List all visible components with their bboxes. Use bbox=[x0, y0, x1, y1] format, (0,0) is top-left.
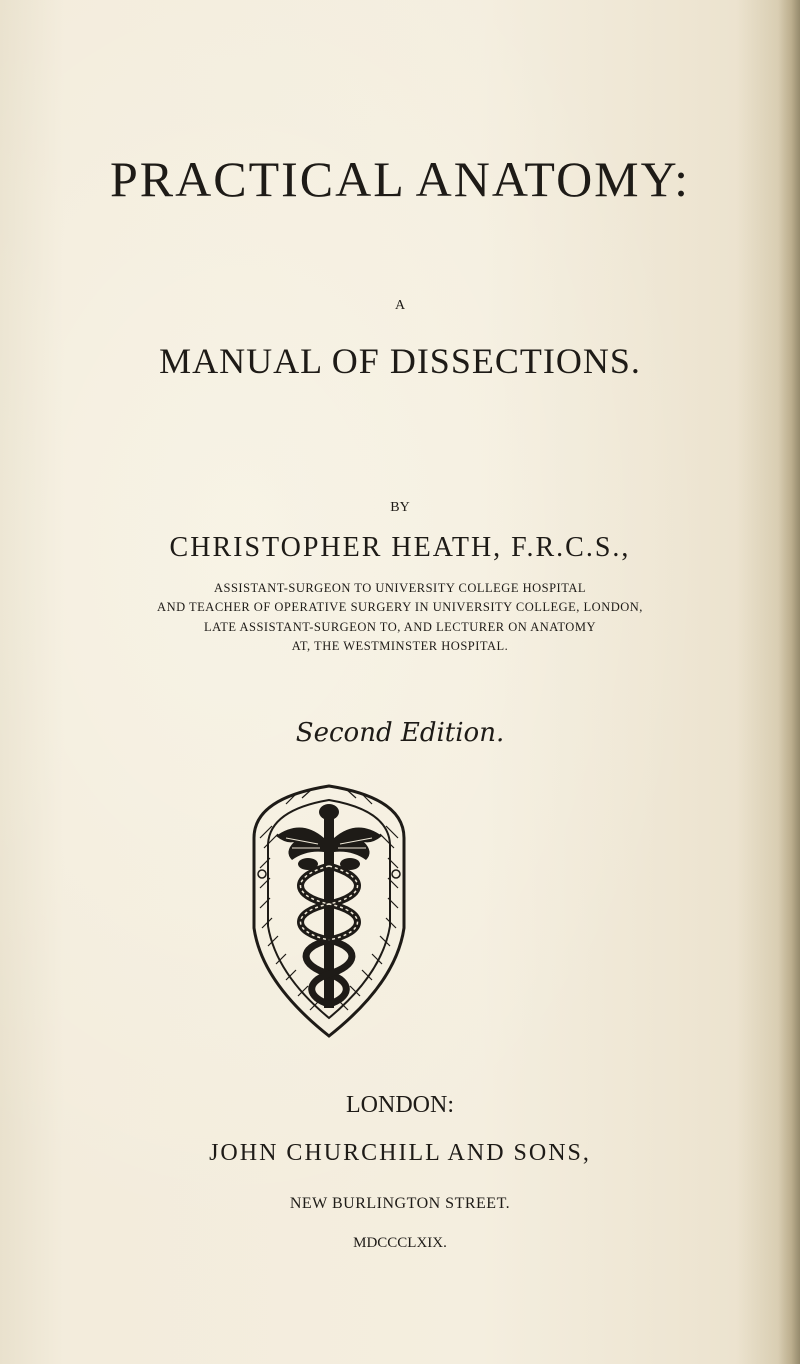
caduceus-shield-emblem-icon bbox=[246, 778, 412, 1040]
publisher-address: NEW BURLINGTON STREET. bbox=[289, 1195, 511, 1212]
publisher-name: JOHN CHURCHILL AND SONS, bbox=[209, 1140, 591, 1166]
author-name: CHRISTOPHER HEATH, F.R.C.S., bbox=[169, 532, 631, 563]
article-a: A bbox=[394, 298, 406, 313]
author-credential-line: AT, THE WESTMINSTER HOSPITAL. bbox=[291, 639, 509, 653]
book-title: PRACTICAL ANATOMY: bbox=[109, 151, 691, 207]
by-line: BY bbox=[390, 500, 410, 515]
edition-label: Second Edition. bbox=[295, 718, 505, 748]
author-credential-line: LATE ASSISTANT-SURGEON TO, AND LECTURER ON ANATOMY bbox=[204, 620, 596, 634]
place-of-publication: LONDON: bbox=[346, 1092, 454, 1118]
publication-year: MDCCCLXIX. bbox=[353, 1235, 447, 1251]
book-subtitle: MANUAL OF DISSECTIONS. bbox=[159, 341, 641, 381]
author-credential-line: ASSISTANT-SURGEON TO UNIVERSITY COLLEGE HOSPITAL bbox=[213, 581, 586, 595]
author-credential-line: AND TEACHER OF OPERATIVE SURGERY IN UNIVERSITY COLLEGE, LONDON, bbox=[157, 600, 643, 614]
